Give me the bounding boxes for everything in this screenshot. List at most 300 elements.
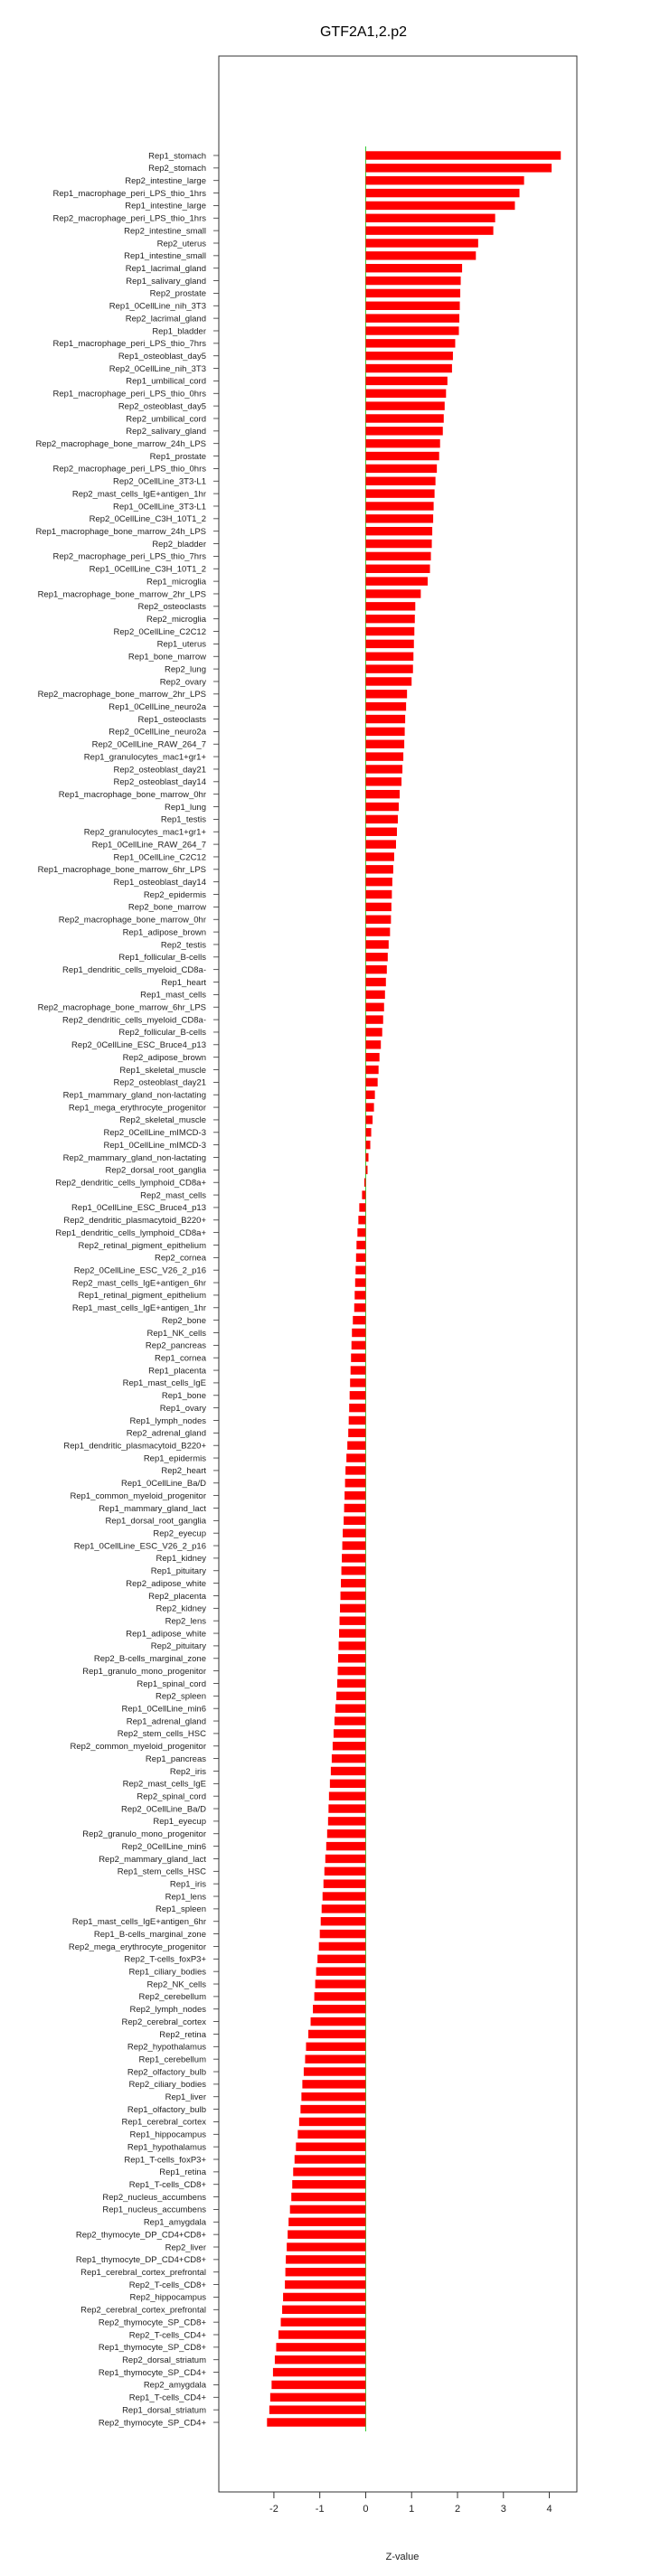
- bar: [365, 477, 435, 485]
- bar: [365, 1141, 370, 1149]
- category-label: Rep2_cornea: [154, 1253, 206, 1264]
- category-label: Rep2_macrophage_bone_marrow_6hr_LPS: [37, 1002, 206, 1013]
- bar: [365, 602, 415, 610]
- category-label: Rep1_mast_cells_IgE+antigen_6hr: [71, 1917, 206, 1928]
- bar: [322, 1904, 366, 1913]
- category-label: Rep2_retina: [159, 2029, 206, 2040]
- bar: [347, 1441, 365, 1449]
- bar: [352, 1329, 365, 1337]
- bar: [341, 1592, 366, 1600]
- category-label: Rep1_dorsal_root_ganglia: [105, 1516, 206, 1527]
- category-label: Rep2_mast_cells_IgE+antigen_6hr: [71, 1278, 206, 1289]
- bar: [343, 1541, 366, 1549]
- bar: [355, 1278, 366, 1286]
- category-label: Rep2_lymph_nodes: [129, 2005, 206, 2016]
- category-label: Rep2_NK_cells: [146, 1979, 206, 1990]
- bar: [313, 2005, 365, 2013]
- category-label: Rep2_ovary: [159, 677, 206, 688]
- category-label: Rep2_0CellLine_nih_3T3: [108, 363, 206, 374]
- bar: [285, 2280, 365, 2289]
- bar: [308, 2030, 365, 2038]
- category-label: Rep2_intestine_large: [125, 176, 206, 187]
- category-label: Rep1_T-cells_CD4+: [128, 2393, 206, 2403]
- bar: [345, 1466, 365, 1474]
- bar: [365, 991, 384, 999]
- category-label: Rep2_microglia: [146, 614, 206, 625]
- category-label: Rep1_intestine_large: [125, 201, 206, 212]
- category-label: Rep2_osteoblast_day14: [113, 777, 206, 788]
- chart-title: GTF2A1,2.p2: [319, 24, 408, 40]
- category-label: Rep2_lung: [165, 664, 206, 675]
- bar: [348, 1429, 365, 1437]
- category-label: Rep2_bone: [161, 1315, 206, 1326]
- category-label: Rep1_granulo_mono_progenitor: [82, 1666, 206, 1677]
- category-label: Rep1_0CellLine_nih_3T3: [108, 301, 206, 312]
- bar: [354, 1291, 365, 1299]
- bar: [351, 1353, 365, 1361]
- category-label: Rep2_osteoclasts: [137, 602, 206, 613]
- bar: [287, 2242, 365, 2251]
- bar: [365, 352, 452, 360]
- category-label: Rep2_mammary_gland_non-lactating: [62, 1152, 206, 1163]
- bar: [365, 202, 514, 210]
- category-label: Rep1_macrophage_peri_LPS_thio_1hrs: [52, 188, 206, 199]
- bar: [340, 1604, 365, 1612]
- bar: [365, 702, 406, 710]
- category-label: Rep2_pancreas: [145, 1340, 206, 1351]
- bar: [275, 2355, 366, 2364]
- category-label: Rep2_lacrimal_gland: [125, 314, 206, 324]
- bar: [350, 1378, 365, 1387]
- bar: [352, 1341, 366, 1349]
- bar: [269, 2405, 366, 2413]
- bar: [365, 765, 402, 773]
- bar: [365, 1003, 383, 1011]
- bar: [365, 664, 412, 672]
- bar: [365, 164, 552, 172]
- category-label: Rep1_0CellLine_neuro2a: [108, 701, 206, 712]
- bar: [299, 2118, 366, 2126]
- category-label: Rep2_dorsal_root_ganglia: [105, 1165, 206, 1176]
- bar: [365, 677, 411, 685]
- bar: [276, 2343, 365, 2351]
- category-label: Rep1_cerebral_cortex: [121, 2117, 206, 2128]
- bar: [344, 1491, 365, 1500]
- category-label: Rep1_hippocampus: [129, 2129, 206, 2140]
- category-label: Rep2_thymocyte_SP_CD8+: [98, 2317, 206, 2328]
- category-label: Rep2_macrophage_peri_LPS_thio_1hrs: [52, 213, 206, 224]
- category-label: Rep2_macrophage_bone_marrow_0hr: [58, 915, 206, 926]
- bar: [365, 465, 437, 473]
- category-label: Rep1_osteoblast_day5: [118, 352, 206, 362]
- category-label: Rep2_liver: [165, 2242, 206, 2253]
- bar: [365, 277, 460, 285]
- category-label: Rep2_prostate: [149, 288, 206, 299]
- category-label: Rep1_hypothalamus: [127, 2142, 206, 2153]
- bar: [365, 903, 391, 911]
- category-label: Rep1_olfactory_bulb: [127, 2104, 206, 2115]
- bar: [293, 2167, 365, 2176]
- category-label: Rep1_0CellLine_ESC_V26_2_p16: [73, 1541, 206, 1552]
- bar: [304, 2067, 366, 2075]
- category-label: Rep2_dendritic_plasmacytoid_B220+: [63, 1216, 206, 1227]
- bar: [365, 589, 420, 597]
- bar: [365, 840, 396, 848]
- bar: [365, 640, 413, 648]
- category-label: Rep2_mast_cells_IgE+antigen_1hr: [71, 489, 206, 500]
- bar: [336, 1692, 365, 1700]
- bar: [353, 1316, 365, 1324]
- bar: [288, 2230, 365, 2238]
- category-label: Rep2_placenta: [148, 1591, 206, 1602]
- category-label: Rep1_prostate: [149, 451, 206, 462]
- category-label: Rep1_testis: [160, 814, 206, 825]
- category-label: Rep2_spleen: [156, 1691, 206, 1702]
- bar: [365, 214, 495, 222]
- category-label: Rep2_uterus: [156, 239, 206, 249]
- category-label: Rep2_T-cells_foxP3+: [124, 1954, 206, 1965]
- category-label: Rep2_0CellLine_3T3-L1: [113, 476, 206, 487]
- bar: [332, 1754, 366, 1763]
- category-label: Rep2_granulo_mono_progenitor: [82, 1829, 206, 1840]
- category-label: Rep2_mast_cells: [140, 1190, 206, 1201]
- category-label: Rep1_lacrimal_gland: [125, 264, 206, 275]
- category-label: Rep2_stomach: [148, 164, 206, 174]
- category-label: Rep1_intestine_small: [124, 251, 206, 262]
- bar: [316, 1979, 366, 1988]
- bar: [297, 2130, 365, 2139]
- category-label: Rep1_adrenal_gland: [126, 1716, 206, 1727]
- category-label: Rep2_umbilical_cord: [126, 414, 206, 425]
- x-tick-label: 0: [363, 2504, 369, 2515]
- bar: [365, 916, 391, 924]
- category-label: Rep2_mast_cells_IgE: [122, 1779, 206, 1790]
- bar: [333, 1742, 366, 1750]
- category-label: Rep2_pituitary: [150, 1641, 206, 1652]
- bar: [365, 978, 385, 986]
- category-label: Rep1_liver: [165, 2092, 206, 2103]
- category-label: Rep1_T-cells_CD8+: [128, 2180, 206, 2191]
- bar: [270, 2393, 366, 2402]
- bar: [365, 339, 455, 347]
- category-label: Rep1_follicular_B-cells: [118, 953, 206, 964]
- category-label: Rep1_stem_cells_HSC: [117, 1866, 206, 1877]
- category-label: Rep1_0CellLine_RAW_264_7: [91, 840, 206, 851]
- category-label: Rep2_bladder: [152, 539, 206, 550]
- bar: [365, 940, 388, 948]
- category-label: Rep2_dendritic_cells_lymphoid_CD8a+: [55, 1178, 206, 1189]
- bar: [365, 552, 430, 560]
- category-label: Rep1_placenta: [148, 1366, 206, 1377]
- bar: [341, 1579, 365, 1587]
- category-label: Rep2_cerebellum: [138, 1992, 206, 2003]
- bar: [364, 1179, 366, 1187]
- bar: [342, 1554, 365, 1562]
- bar: [328, 1804, 365, 1812]
- x-tick-label: -1: [315, 2504, 325, 2515]
- bar: [315, 1992, 366, 2000]
- category-label: Rep1_dendritic_cells_lymphoid_CD8a+: [55, 1227, 206, 1238]
- category-label: Rep1_spinal_cord: [137, 1678, 206, 1689]
- bar: [358, 1216, 365, 1224]
- category-label: Rep1_0CellLine_Ba/D: [120, 1479, 206, 1490]
- bar: [365, 364, 451, 372]
- bar: [365, 865, 392, 873]
- bar: [365, 828, 397, 836]
- bar: [365, 715, 405, 723]
- bar: [365, 790, 400, 798]
- bar: [365, 752, 403, 760]
- category-label: Rep1_adipose_brown: [122, 927, 206, 938]
- bar: [365, 1078, 377, 1086]
- category-label: Rep2_heart: [161, 1466, 206, 1477]
- bar: [345, 1479, 366, 1487]
- category-label: Rep2_T-cells_CD8+: [128, 2280, 206, 2290]
- bar: [356, 1241, 365, 1249]
- bar: [337, 1667, 365, 1675]
- category-label: Rep2_stem_cells_HSC: [117, 1729, 206, 1740]
- bar: [365, 953, 387, 961]
- bar: [330, 1780, 366, 1788]
- category-labels: [35, 151, 219, 2428]
- category-label: Rep2_cerebral_cortex: [121, 2017, 206, 2027]
- category-label: Rep2_thymocyte_SP_CD4+: [98, 2418, 206, 2429]
- category-label: Rep1_0CellLine_min6: [121, 1704, 206, 1715]
- category-label: Rep1_0CellLine_ESC_Bruce4_p13: [71, 1203, 206, 1214]
- bar: [365, 239, 477, 247]
- category-label: Rep1_umbilical_cord: [126, 376, 206, 387]
- category-label: Rep1_T-cells_foxP3+: [124, 2155, 206, 2166]
- bar: [365, 326, 458, 334]
- bar: [321, 1917, 366, 1925]
- category-label: Rep1_amygdala: [143, 2217, 206, 2228]
- category-label: Rep1_thymocyte_SP_CD8+: [98, 2343, 206, 2354]
- category-label: Rep2_kidney: [156, 1603, 206, 1614]
- category-label: Rep2_0CellLine_Ba/D: [120, 1804, 206, 1815]
- bar: [365, 414, 443, 422]
- bar: [320, 1930, 366, 1938]
- bar: [365, 264, 462, 272]
- bar: [365, 615, 414, 623]
- category-label: Rep2_hypothalamus: [127, 2042, 206, 2053]
- category-label: Rep1_pituitary: [150, 1566, 206, 1577]
- category-label: Rep1_ciliary_bodies: [128, 1967, 206, 1978]
- category-label: Rep1_dorsal_striatum: [122, 2405, 206, 2416]
- bar: [344, 1504, 366, 1512]
- bar: [365, 189, 519, 197]
- category-label: Rep2_osteoblast_day5: [118, 401, 206, 412]
- bar: [282, 2306, 365, 2314]
- category-label: Rep2_adrenal_gland: [126, 1428, 206, 1439]
- bar: [365, 728, 404, 736]
- category-label: Rep2_cerebral_cortex_prefrontal: [80, 2305, 206, 2316]
- bar: [338, 1654, 365, 1662]
- category-label: Rep1_cerebral_cortex_prefrontal: [80, 2268, 206, 2279]
- bar: [278, 2330, 365, 2338]
- bar: [357, 1228, 365, 1236]
- category-label: Rep2_0CellLine_C3H_10T1_2: [89, 514, 206, 525]
- bar: [319, 1942, 366, 1951]
- bar: [339, 1641, 366, 1650]
- bar: [335, 1716, 366, 1725]
- bar: [365, 289, 460, 297]
- bar: [365, 452, 439, 460]
- category-label: Rep1_eyecup: [153, 1817, 206, 1828]
- category-label: Rep2_bone_marrow: [127, 902, 206, 913]
- category-label: Rep2_adipose_white: [126, 1578, 206, 1589]
- bar: [365, 965, 386, 973]
- category-label: Rep1_dendritic_plasmacytoid_B220+: [63, 1441, 206, 1452]
- bar: [323, 1892, 366, 1900]
- bar: [326, 1855, 366, 1863]
- bar: [273, 2368, 366, 2376]
- bar: [328, 1817, 366, 1825]
- category-label: Rep1_B-cells_marginal_zone: [93, 1929, 206, 1940]
- bar: [286, 2255, 365, 2263]
- category-label: Rep2_epidermis: [143, 889, 206, 900]
- bar: [365, 565, 429, 573]
- bar: [365, 302, 459, 310]
- category-label: Rep1_mega_erythrocyte_progenitor: [68, 1103, 206, 1114]
- category-label: Rep1_mammary_gland_non-lactating: [62, 1090, 206, 1101]
- category-label: Rep1_lymph_nodes: [129, 1415, 206, 1426]
- category-label: Rep1_osteoblast_day14: [113, 877, 206, 888]
- bar: [365, 627, 414, 635]
- category-label: Rep1_macrophage_peri_LPS_thio_0hrs: [52, 389, 206, 400]
- bar: [365, 540, 431, 548]
- bar: [281, 2317, 366, 2326]
- bar: [324, 1879, 366, 1887]
- bar: [365, 1103, 373, 1111]
- bar: [291, 2193, 365, 2201]
- category-label: Rep2_0CellLine_C2C12: [113, 626, 206, 637]
- bar: [365, 1128, 371, 1136]
- bar: [365, 740, 404, 748]
- category-label: Rep1_adipose_white: [126, 1629, 206, 1640]
- bar: [365, 151, 561, 159]
- bar: [365, 401, 444, 409]
- category-label: Rep1_NK_cells: [146, 1328, 206, 1339]
- category-label: Rep1_mast_cells_IgE+antigen_1hr: [71, 1303, 206, 1314]
- category-label: Rep1_bone_marrow: [127, 652, 206, 663]
- bar: [365, 852, 393, 860]
- bar: [365, 1015, 382, 1023]
- bar: [365, 514, 433, 522]
- category-label: Rep1_pancreas: [145, 1753, 206, 1764]
- category-label: Rep2_testis: [160, 940, 206, 951]
- x-tick-label: 3: [500, 2504, 506, 2515]
- category-label: Rep2_0CellLine_RAW_264_7: [91, 739, 206, 750]
- category-label: Rep2_macrophage_peri_LPS_thio_7hrs: [52, 551, 206, 562]
- bar: [288, 2218, 365, 2226]
- bar: [365, 803, 399, 811]
- bar: [365, 176, 524, 184]
- category-label: Rep1_macrophage_bone_marrow_6hr_LPS: [37, 865, 206, 876]
- bar: [311, 2017, 366, 2026]
- category-label: Rep2_macrophage_peri_LPS_thio_0hrs: [52, 464, 206, 475]
- category-label: Rep1_bladder: [152, 326, 206, 337]
- x-tick-label: -2: [269, 2504, 278, 2515]
- category-label: Rep1_cerebellum: [138, 2054, 206, 2065]
- category-label: Rep1_stomach: [148, 151, 206, 162]
- category-label: Rep1_heart: [161, 977, 206, 988]
- bar: [365, 489, 434, 497]
- bar: [342, 1566, 366, 1575]
- category-label: Rep2_olfactory_bulb: [127, 2067, 206, 2078]
- category-label: Rep1_iris: [169, 1879, 206, 1890]
- bar: [365, 439, 439, 447]
- category-label: Rep1_common_myeloid_progenitor: [70, 1490, 206, 1501]
- category-label: Rep2_adipose_brown: [122, 1052, 206, 1063]
- bar: [365, 890, 392, 898]
- category-label: Rep2_common_myeloid_progenitor: [70, 1742, 206, 1753]
- bar: [292, 2180, 365, 2188]
- category-label: Rep2_macrophage_bone_marrow_24h_LPS: [35, 438, 206, 449]
- category-label: Rep2_iris: [169, 1766, 206, 1777]
- bar: [365, 777, 401, 785]
- category-label: Rep2_0CellLine_neuro2a: [108, 727, 206, 738]
- category-label: Rep1_macrophage_bone_marrow_0hr: [58, 789, 206, 800]
- category-label: Rep2_amygdala: [143, 2380, 206, 2391]
- bar: [355, 1266, 365, 1274]
- bar: [349, 1416, 366, 1424]
- category-label: Rep1_skeletal_muscle: [119, 1065, 206, 1076]
- bar: [356, 1254, 366, 1262]
- bar: [365, 1115, 373, 1123]
- bar: [267, 2418, 365, 2426]
- bar: [365, 815, 398, 823]
- bar: [306, 2043, 365, 2051]
- bar: [305, 2054, 365, 2063]
- bar: [365, 1040, 381, 1048]
- category-label: Rep2_retinal_pigment_epithelium: [78, 1240, 206, 1251]
- bar: [365, 577, 428, 585]
- bar: [286, 2268, 366, 2276]
- bar: [351, 1366, 366, 1374]
- category-label: Rep1_0CellLine_C2C12: [113, 852, 206, 863]
- x-tick-label: 1: [409, 2504, 415, 2515]
- bar: [365, 1166, 367, 1174]
- category-label: Rep1_retina: [159, 2167, 206, 2178]
- bar: [349, 1404, 365, 1412]
- bar: [365, 390, 446, 398]
- bar: [365, 1053, 379, 1061]
- category-label: Rep2_0CellLine_ESC_V26_2_p16: [73, 1265, 206, 1276]
- bar: [302, 2080, 365, 2088]
- bar: [335, 1704, 366, 1712]
- category-label: Rep1_ovary: [159, 1403, 206, 1414]
- category-label: Rep2_osteoblast_day21: [113, 1077, 206, 1088]
- category-label: Rep2_osteoblast_day21: [113, 765, 206, 776]
- category-label: Rep2_granulocytes_mac1+gr1+: [83, 827, 206, 838]
- bar: [344, 1517, 365, 1525]
- category-label: Rep1_0CellLine_mIMCD-3: [103, 1140, 206, 1151]
- x-axis-label: Z-value: [385, 2552, 420, 2562]
- bar: [317, 1955, 365, 1963]
- category-label: Rep2_T-cells_CD4+: [128, 2330, 206, 2341]
- bar: [365, 377, 447, 385]
- bar: [365, 1066, 378, 1074]
- bar: [354, 1303, 366, 1312]
- bar: [283, 2293, 365, 2301]
- bar: [365, 251, 476, 259]
- category-label: Rep2_salivary_gland: [126, 427, 206, 437]
- category-label: Rep2_eyecup: [153, 1528, 206, 1539]
- bar: [365, 1153, 368, 1161]
- category-label: Rep1_macrophage_bone_marrow_24h_LPS: [35, 526, 206, 537]
- bar: [325, 1867, 366, 1876]
- bar: [296, 2142, 365, 2150]
